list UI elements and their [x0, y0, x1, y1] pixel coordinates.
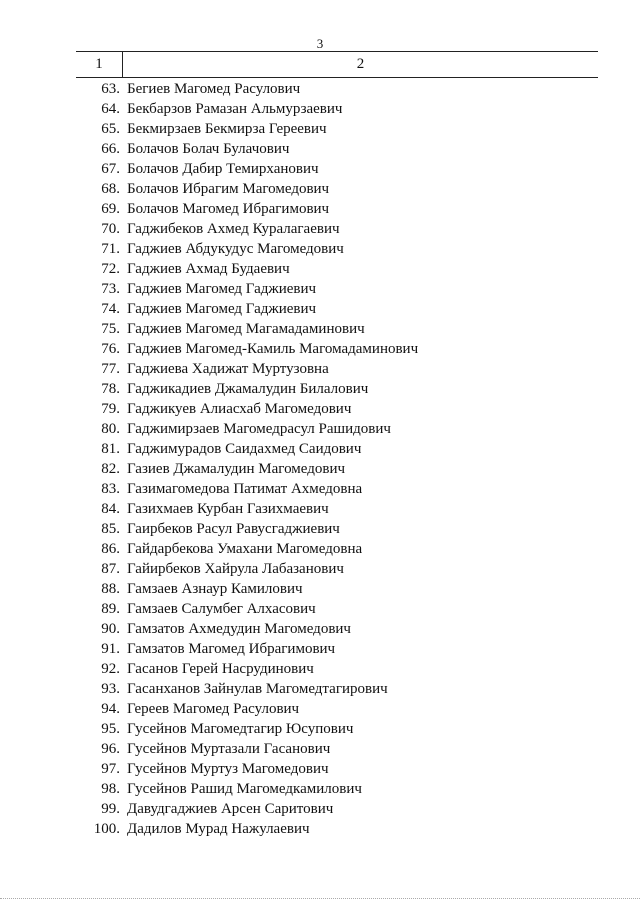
list-item-number: 95. [101, 721, 120, 737]
list-item-number: 90. [101, 621, 120, 637]
list-item-number: 92. [101, 661, 120, 677]
list-item-number: 75. [101, 321, 120, 337]
list-item-name: Гаирбеков Расул Равусгаджиевич [127, 521, 340, 537]
list-item-name: Гаджиева Хадижат Муртузовна [127, 361, 329, 377]
list-item-name: Гаджиев Магомед Магамадаминович [127, 321, 365, 337]
list-item-name: Гамзатов Магомед Ибрагимович [127, 641, 336, 657]
list-item-number: 96. [101, 741, 120, 757]
list-item-number: 88. [101, 581, 120, 597]
list-item-number: 100. [93, 821, 120, 837]
list-item-name: Гаджиев Абдукудус Магомедович [127, 241, 344, 257]
list-item-number: 98. [101, 781, 120, 797]
list-item-number: 81. [101, 441, 120, 457]
list-item-number: 83. [101, 481, 120, 497]
list-item [0, 459, 640, 479]
list-item [0, 119, 640, 139]
list-item-number: 80. [101, 421, 120, 437]
list-item [0, 239, 640, 259]
list-item [0, 139, 640, 159]
list-item-name: Гайдарбекова Умахани Магомедовна [127, 541, 363, 557]
list-item [0, 199, 640, 219]
list-item [0, 739, 640, 759]
list-item [0, 639, 640, 659]
list-item-number: 78. [101, 381, 120, 397]
list-item-number: 68. [101, 181, 120, 197]
list-item [0, 619, 640, 639]
list-item-name: Гусейнов Рашид Магомедкамилович [127, 781, 362, 797]
list-item-number: 65. [101, 121, 120, 137]
list-item [0, 699, 640, 719]
list-item [0, 799, 640, 819]
list-item-name: Гайирбеков Хайрула Лабазанович [127, 561, 344, 577]
list-item [0, 579, 640, 599]
list-item [0, 359, 640, 379]
list-item [0, 299, 640, 319]
list-item [0, 759, 640, 779]
list-item [0, 679, 640, 699]
list-item-name: Гереев Магомед Расулович [127, 701, 300, 717]
list-item [0, 159, 640, 179]
list-item-name: Гаджимирзаев Магомедрасул Рашидович [127, 421, 391, 437]
list-item-name: Газимагомедова Патимат Ахмедовна [127, 481, 363, 497]
list-item-number: 87. [101, 561, 120, 577]
list-item [0, 599, 640, 619]
list-item-number: 94. [101, 701, 120, 717]
list-item-name: Бекмирзаев Бекмирза Гереевич [127, 121, 327, 137]
list-item-name: Бекбарзов Рамазан Альмурзаевич [127, 101, 343, 117]
list-item-name: Гамзатов Ахмедудин Магомедович [127, 621, 351, 637]
page-number: 3 [316, 36, 324, 51]
list-item-number: 93. [101, 681, 120, 697]
list-item-number: 67. [101, 161, 120, 177]
list-item-number: 72. [101, 261, 120, 277]
list-item [0, 379, 640, 399]
list-item-name: Гасанханов Зайнулав Магомедтагирович [127, 681, 388, 697]
list-item [0, 559, 640, 579]
list-item-name: Гусейнов Муртуз Магомедович [127, 761, 329, 777]
list-item-number: 82. [101, 461, 120, 477]
list-item [0, 99, 640, 119]
list-item [0, 779, 640, 799]
list-item [0, 179, 640, 199]
name-list [0, 79, 640, 839]
list-item-name: Гусейнов Муртазали Гасанович [127, 741, 331, 757]
list-item-number: 89. [101, 601, 120, 617]
list-item-number: 76. [101, 341, 120, 357]
list-item-number: 84. [101, 501, 120, 517]
list-item-name: Давудгаджиев Арсен Саритович [127, 801, 334, 817]
list-item [0, 539, 640, 559]
list-item-name: Газихмаев Курбан Газихмаевич [127, 501, 329, 517]
list-item-name: Дадилов Мурад Нажулаевич [127, 821, 310, 837]
list-item-number: 73. [101, 281, 120, 297]
list-item-name: Гаджикуев Алиасхаб Магомедович [127, 401, 352, 417]
list-item-number: 64. [101, 101, 120, 117]
list-item [0, 259, 640, 279]
list-item [0, 419, 640, 439]
list-item-name: Газиев Джамалудин Магомедович [127, 461, 346, 477]
list-item-number: 97. [101, 761, 120, 777]
list-item-name: Гасанов Герей Насрудинович [127, 661, 314, 677]
list-item-name: Гаджимурадов Саидахмед Саидович [127, 441, 362, 457]
list-item [0, 319, 640, 339]
list-item [0, 399, 640, 419]
list-item-name: Болачов Ибрагим Магомедович [127, 181, 330, 197]
list-item-name: Бегиев Магомед Расулович [127, 81, 301, 97]
column-header-name: 2 [356, 56, 365, 72]
list-item-number: 66. [101, 141, 120, 157]
list-item [0, 479, 640, 499]
list-item [0, 519, 640, 539]
list-item-name: Гаджикадиев Джамалудин Билалович [127, 381, 369, 397]
list-item-number: 86. [101, 541, 120, 557]
list-item [0, 219, 640, 239]
list-item-name: Болачов Болач Булачович [127, 141, 290, 157]
list-item [0, 719, 640, 739]
list-item-number: 85. [101, 521, 120, 537]
scan-edge-line [0, 898, 640, 899]
list-item-name: Гаджиев Магомед Гаджиевич [127, 281, 317, 297]
list-item-number: 74. [101, 301, 120, 317]
list-item-number: 77. [101, 361, 120, 377]
list-item [0, 79, 640, 99]
list-item-name: Гамзаев Азнаур Камилович [127, 581, 303, 597]
list-item [0, 279, 640, 299]
list-item-name: Болачов Магомед Ибрагимович [127, 201, 330, 217]
list-item-number: 63. [101, 81, 120, 97]
column-header-number: 1 [76, 52, 123, 77]
list-item-name: Гаджиев Ахмад Будаевич [127, 261, 290, 277]
list-item-number: 99. [101, 801, 120, 817]
list-item-name: Гаджибеков Ахмед Куралагаевич [127, 221, 340, 237]
list-item-name: Гаджиев Магомед Гаджиевич [127, 301, 317, 317]
list-item-name: Болачов Дабир Темирханович [127, 161, 319, 177]
list-item-number: 70. [101, 221, 120, 237]
list-item [0, 339, 640, 359]
list-item-name: Гусейнов Магомедтагир Юсупович [127, 721, 354, 737]
list-item [0, 659, 640, 679]
list-item [0, 499, 640, 519]
list-item-number: 91. [101, 641, 120, 657]
list-item-number: 79. [101, 401, 120, 417]
table-header [76, 51, 598, 78]
list-item-name: Гамзаев Салумбег Алхасович [127, 601, 316, 617]
list-item [0, 439, 640, 459]
list-item-number: 71. [101, 241, 120, 257]
list-item-number: 69. [101, 201, 120, 217]
list-item [0, 819, 640, 839]
list-item-name: Гаджиев Магомед-Камиль Магомадаминович [127, 341, 419, 357]
